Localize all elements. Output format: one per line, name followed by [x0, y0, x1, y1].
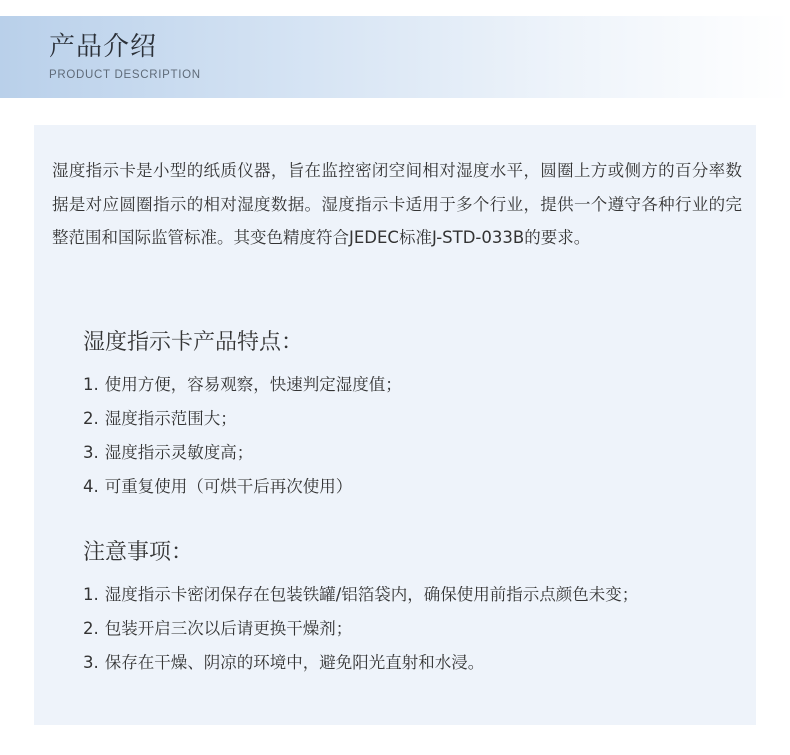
list-item-number: 3. — [83, 653, 99, 672]
notices-heading: 注意事项： — [83, 540, 194, 565]
list-item-text: 湿度指示卡密闭保存在包装铁罐/铝箔袋内，确保使用前指示点颜色未变； — [104, 585, 639, 604]
intro-paragraph: 湿度指示卡是小型的纸质仪器，旨在监控密闭空间相对湿度水平，圆圈上方或侧方的百分率数据是对应圆圈指示的相对湿度数据。湿度指示卡适用于多个行业，提供一个遵守各种行业的完整范围和国际监管标准。其变色精度符合JEDEC标准J-STD-033B的要求。 — [52, 161, 742, 247]
list-item-number: 3. — [83, 443, 99, 462]
list-item-text: 使用方便，容易观察，快速判定湿度值； — [104, 375, 402, 394]
list-item — [83, 651, 743, 685]
list-item — [83, 373, 743, 407]
list-item-number: 2. — [83, 619, 99, 638]
features-heading: 湿度指示卡产品特点： — [83, 330, 304, 355]
list-item-number: 2. — [83, 409, 99, 428]
list-item-text: 保存在干燥、阴凉的环境中，避免阳光直射和水浸。 — [104, 653, 485, 672]
list-item — [83, 441, 743, 475]
list-item — [83, 475, 743, 509]
notices-list — [83, 583, 743, 685]
content-panel — [34, 125, 756, 725]
list-item-number: 4. — [83, 477, 99, 496]
list-item-text: 可重复使用（可烘干后再次使用） — [104, 477, 353, 496]
list-item — [83, 583, 743, 617]
list-item — [83, 407, 743, 441]
list-item-text: 湿度指示灵敏度高； — [104, 443, 254, 462]
list-item-number: 1. — [83, 585, 99, 604]
list-item-text: 湿度指示范围大； — [104, 409, 237, 428]
list-item-text: 包装开启三次以后请更换干燥剂； — [104, 619, 353, 638]
features-list — [83, 373, 743, 509]
list-item-number: 1. — [83, 375, 99, 394]
page-subtitle: PRODUCT DESCRIPTION — [49, 69, 201, 81]
page-title: 产品介绍 — [49, 32, 158, 62]
list-item — [83, 617, 743, 651]
